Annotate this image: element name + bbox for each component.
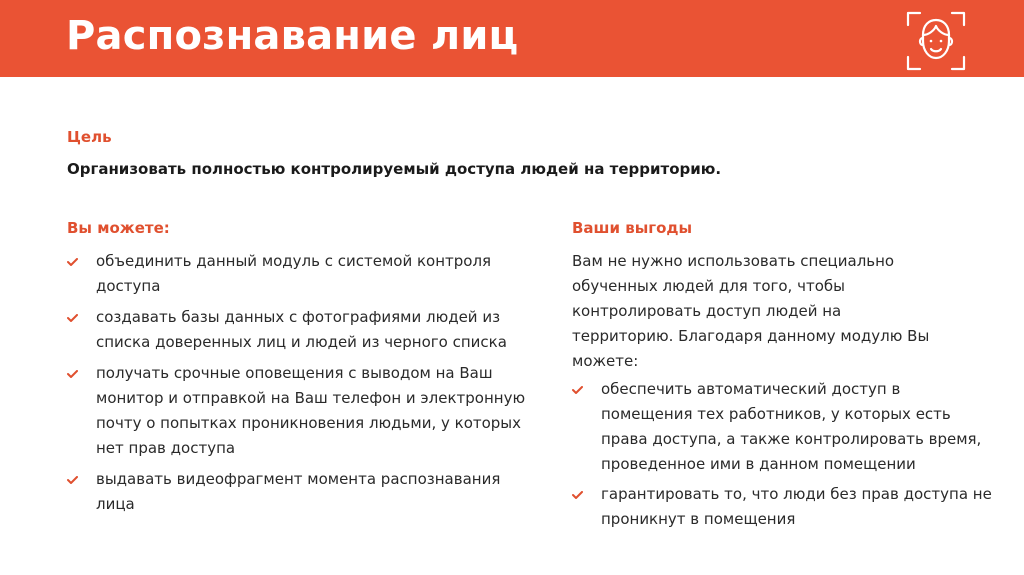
list-item <box>67 249 537 299</box>
goal-text: Организовать полностью контролируемый доступа людей на территорию. <box>67 160 722 178</box>
list-item-text: обеспечить автоматический доступ в помещения тех работников, у которых есть права доступа, а также контролировать время, проведенное ими в данном помещении <box>601 380 982 473</box>
list-item-text: создавать базы данных с фотографиями людей из списка доверенных лиц и людей из черного списка <box>96 308 507 351</box>
page-title: Распознавание лиц <box>66 13 519 59</box>
checkmark-icon <box>67 258 78 266</box>
list-item <box>572 482 992 532</box>
benefits-heading: Ваши выгоды <box>572 219 693 237</box>
list-item-text: получать срочные оповещения с выводом на Ваш монитор и отправкой на Ваш телефон и электронную почту о попытках проникновения людьми, у которых нет прав доступа <box>96 364 526 457</box>
list-item-text: гарантировать то, что люди без прав доступа не проникнут в помещения <box>601 485 992 528</box>
checkmark-icon <box>67 314 78 322</box>
list-item-text: выдавать видеофрагмент момента распознавания лица <box>96 470 501 513</box>
checkmark-icon <box>572 491 583 499</box>
checkmark-icon <box>67 370 78 378</box>
benefits-list <box>572 377 992 537</box>
benefits-intro: Вам не нужно использовать специально обученных людей для того, чтобы контролировать доступ людей на территорию. Благодаря данному модулю Вы можете: <box>572 252 930 370</box>
checkmark-icon <box>67 476 78 484</box>
you-can-list <box>67 249 537 523</box>
list-item <box>67 467 537 517</box>
face-recognition-icon <box>906 11 966 71</box>
header-bar <box>0 0 1024 77</box>
list-item <box>572 377 992 477</box>
list-item-text: объединить данный модуль с системой контроля доступа <box>96 252 492 295</box>
list-item <box>67 305 537 355</box>
list-item <box>67 361 537 461</box>
you-can-heading: Вы можете: <box>67 219 170 237</box>
goal-label: Цель <box>67 128 112 146</box>
checkmark-icon <box>572 386 583 394</box>
